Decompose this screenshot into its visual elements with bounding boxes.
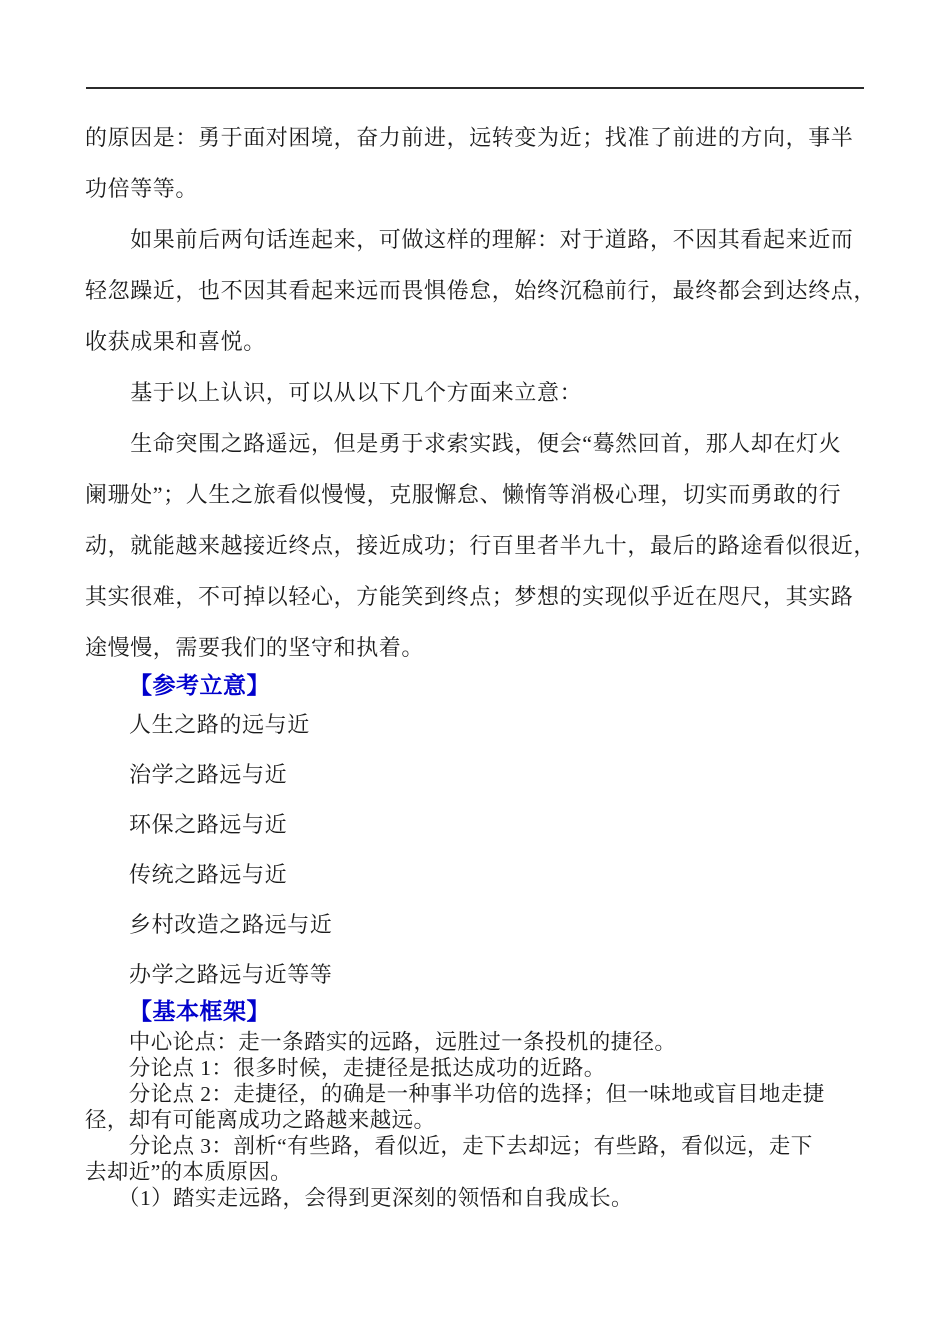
text-line: 中心论点：走一条踏实的远路，远胜过一条投机的捷径。 (85, 1030, 677, 1054)
text-line: 途慢慢，需要我们的坚守和执着。 (85, 635, 425, 660)
text-line: 功倍等等。 (85, 176, 199, 201)
text-line: 径，却有可能离成功之路越来越远。 (85, 1108, 436, 1132)
text-line: 其实很难，不可掉以轻心，方能笑到终点；梦想的实现似乎近在咫尺，其实路 (85, 584, 854, 609)
text-line: 办学之路远与近等等 (129, 962, 333, 987)
text-line: 的原因是：勇于面对困境，奋力前进，远转变为近；找准了前进的方向，事半 (85, 125, 854, 150)
reference-topics-list (85, 700, 950, 1000)
text-line: 环保之路远与近 (129, 812, 288, 837)
text-line: 分论点 1：很多时候，走捷径是抵达成功的近路。 (85, 1056, 606, 1080)
text-line: 传统之路远与近 (129, 862, 288, 887)
text-line: 乡村改造之路远与近 (129, 912, 333, 937)
section-heading-reference-ideas: 【参考立意】 (129, 673, 270, 698)
text-line: 去却近”的本质原因。 (85, 1160, 293, 1184)
text-line: 收获成果和喜悦。 (85, 329, 266, 354)
section-heading-basic-framework: 【基本框架】 (129, 999, 270, 1024)
text-line: （1）踏实走远路，会得到更深刻的领悟和自我成长。 (85, 1186, 633, 1210)
text-line: 分论点 2：走捷径，的确是一种事半功倍的选择；但一味地或盲目地走捷 (85, 1082, 825, 1106)
text-line: 生命突围之路遥远，但是勇于求索实践，便会“蓦然回首，那人却在灯火 (85, 431, 842, 456)
header-separator-rule (86, 87, 864, 89)
text-line: 阑珊处”；人生之旅看似慢慢，克服懈怠、懒惰等消极心理，切实而勇敢的行 (85, 482, 842, 507)
framework-outline (85, 1029, 935, 1211)
text-line: 如果前后两句话连起来，可做这样的理解：对于道路，不因其看起来近而 (85, 227, 854, 252)
text-line: 人生之路的远与近 (129, 712, 310, 737)
text-line: 轻忽躁近，也不因其看起来远而畏惧倦怠，始终沉稳前行，最终都会到达终点， (85, 278, 877, 303)
text-line: 基于以上认识，可以从以下几个方面来立意： (85, 380, 583, 405)
text-line: 动，就能越来越接近终点，接近成功；行百里者半九十，最后的路途看似很近， (85, 533, 877, 558)
text-line: 治学之路远与近 (129, 762, 288, 787)
text-line: 分论点 3：剖析“有些路，看似近，走下去却远；有些路，看似远，走下 (85, 1134, 813, 1158)
body-paragraphs (85, 112, 925, 673)
